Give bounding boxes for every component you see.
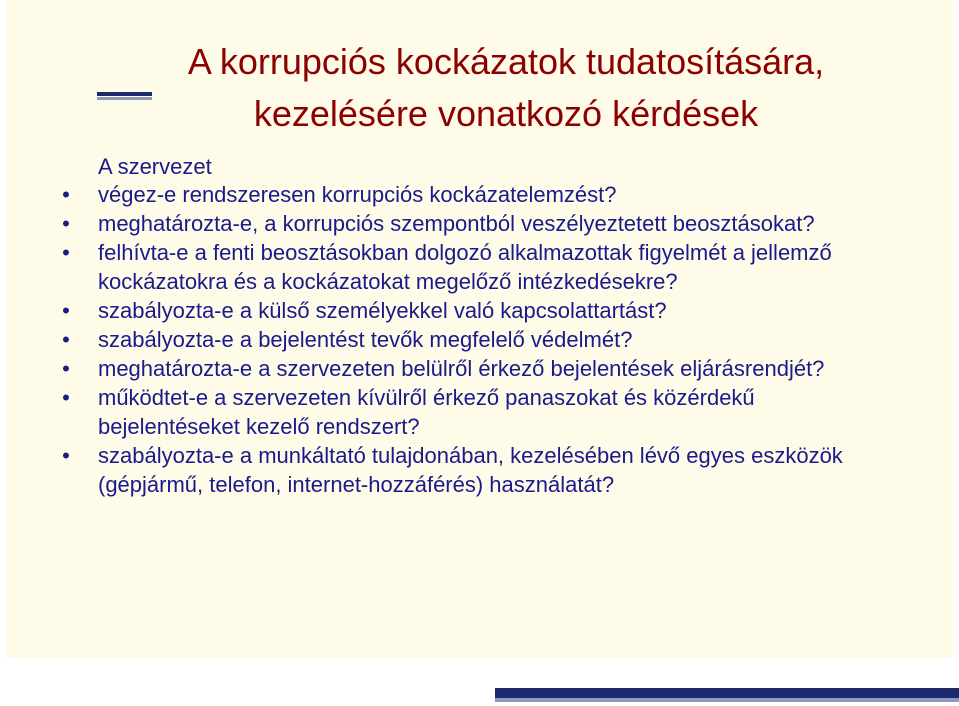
question-item [58,383,888,441]
question-item [58,238,888,296]
bullet-icon: • [62,327,70,352]
bullet-icon: • [62,240,70,265]
slide-title-line-1: A korrupciós kockázatok tudatosítására, [187,41,825,82]
question-text: szabályozta-e a munkáltató tulajdonában, kezelésében lévő egyes eszközök (gépjármű, telefon, internet-hozzáférés) használatát? [98,443,843,497]
question-text: szabályozta-e a bejelentést tevők megfelelő védelmét? [98,327,633,352]
bullet-icon: • [62,356,70,381]
slide-title [76,36,936,140]
question-text: működtet-e a szervezeten kívülről érkező panaszokat és közérdekű bejelentéseket kezelő rendszert? [98,385,755,439]
question-text: meghatározta-e a szervezeten belülről érkező bejelentések eljárásrendjét? [98,356,825,381]
bullet-icon: • [62,298,70,323]
question-item [58,441,888,499]
slide-title-line-2: kezelésére vonatkozó kérdések [253,93,759,134]
question-item [58,209,888,238]
question-list [58,180,888,499]
intro-text: A szervezet [98,154,212,179]
question-text: szabályozta-e a külső személyekkel való kapcsolattartást? [98,298,667,323]
question-item [58,180,888,209]
bullet-icon: • [62,385,70,410]
question-item [58,325,888,354]
bullet-icon: • [62,182,70,207]
question-item [58,296,888,325]
question-item [58,354,888,383]
question-text: meghatározta-e, a korrupciós szempontból veszélyeztetett beosztásokat? [98,211,815,236]
question-text: végez-e rendszeresen korrupciós kockázatelemzést? [98,182,617,207]
footer-accent-bar [495,688,959,698]
bullet-icon: • [62,211,70,236]
bullet-icon: • [62,443,70,468]
question-text: felhívta-e a fenti beosztásokban dolgozó alkalmazottak figyelmét a jellemző kockázatokra és a kockázatokat megelőző intézkedésekre? [98,240,832,294]
